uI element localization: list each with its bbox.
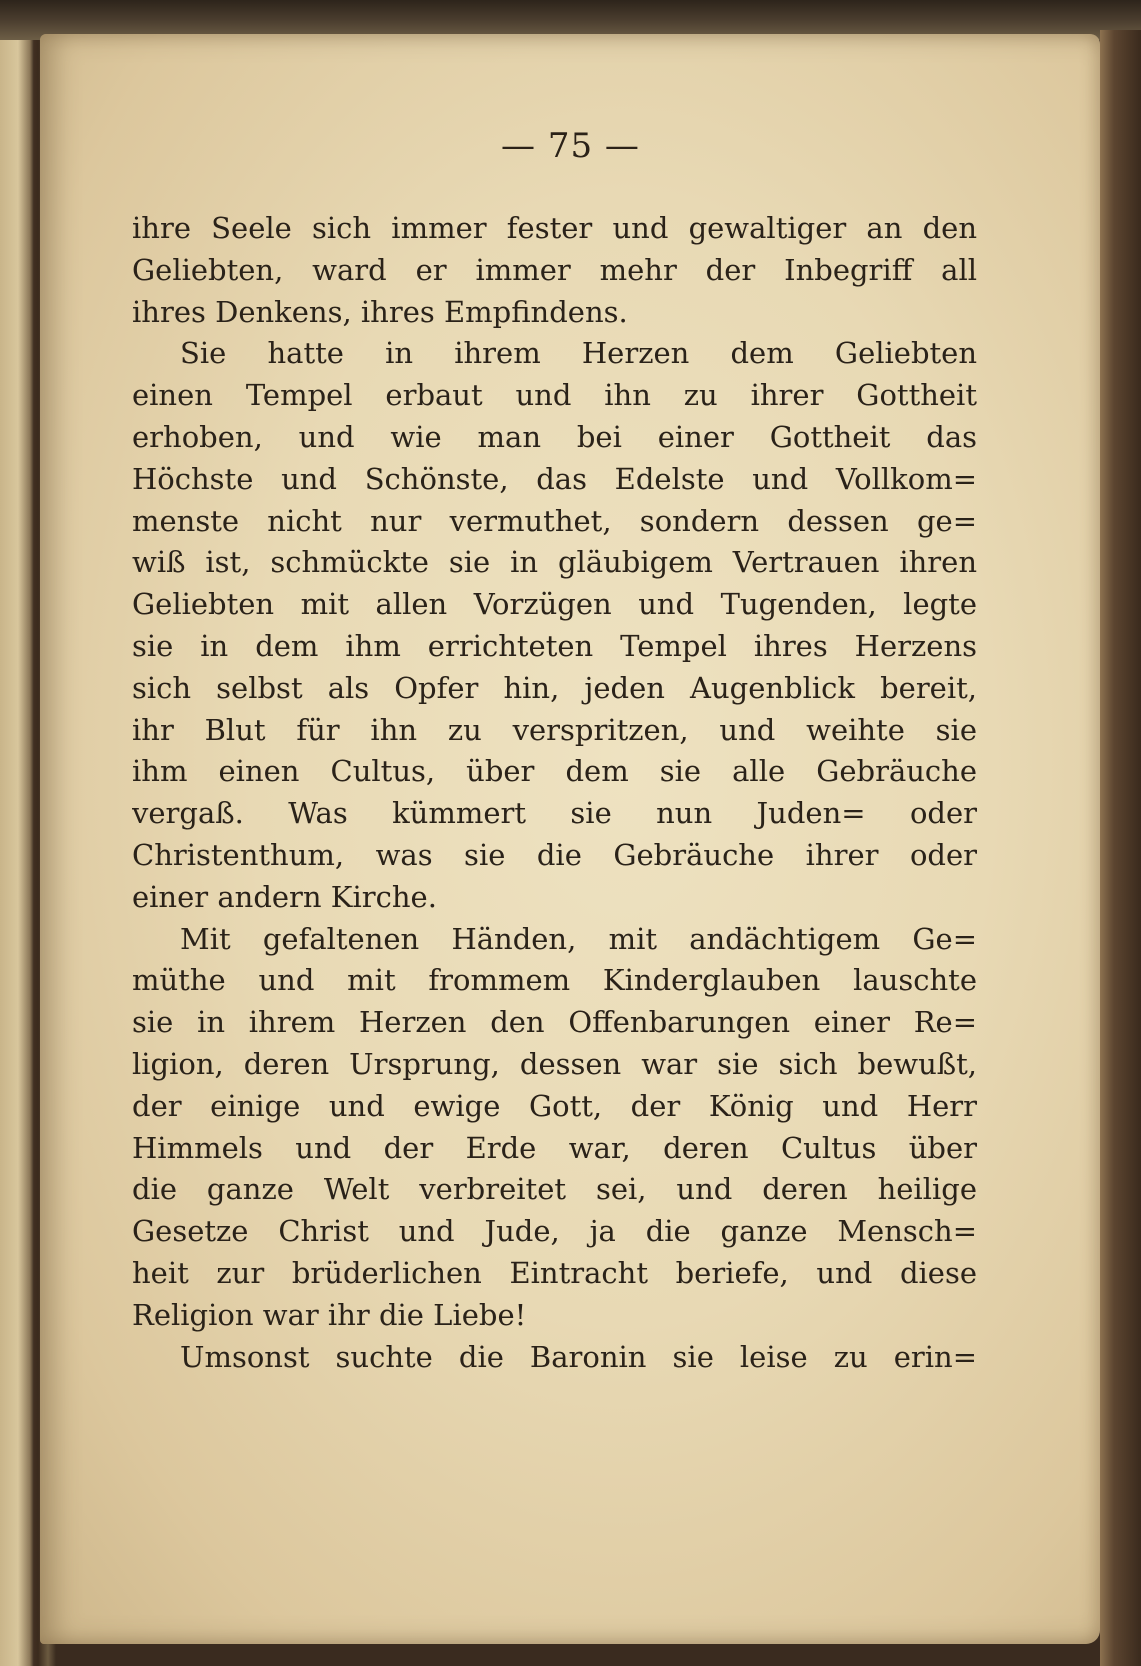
body-text — [132, 208, 977, 1378]
text-line: sie in dem ihm errichteten Tempel ihres Herzens — [132, 628, 977, 663]
text-line: heit zur brüderlichen Eintracht beriefe, und diese — [132, 1255, 977, 1290]
text-line: Christenthum, was sie die Gebräuche ihrer oder — [132, 837, 977, 872]
text-line: Geliebten, ward er immer mehr der Inbegriff all — [132, 252, 977, 287]
text-line: menste nicht nur vermuthet, sondern dessen ge= — [132, 503, 977, 538]
text-line: ihr Blut für ihn zu verspritzen, und weihte sie — [132, 712, 977, 747]
text-line: Sie hatte in ihrem Herzen dem Geliebten — [180, 336, 977, 371]
text-line: sie in ihrem Herzen den Offenbarungen einer Re= — [132, 1005, 977, 1040]
text-line: einer andern Kirche. — [132, 879, 437, 914]
text-line: ihm einen Cultus, über dem sie alle Gebräuche — [132, 754, 977, 789]
text-line: sich selbst als Opfer hin, jeden Augenblick bereit, — [132, 670, 977, 705]
text-line: einen Tempel erbaut und ihn zu ihrer Gottheit — [132, 378, 977, 413]
text-line: Himmels und der Erde war, deren Cultus über — [132, 1130, 977, 1165]
text-line: Religion war ihr die Liebe! — [132, 1297, 527, 1332]
page-number: — 75 — — [501, 126, 640, 166]
text-line: Höchste und Schönste, das Edelste und Vollkom= — [132, 461, 977, 496]
text-line: Umsonst suchte die Baronin sie leise zu erin= — [180, 1339, 977, 1374]
text-line: Geliebten mit allen Vorzügen und Tugenden, legte — [132, 587, 977, 622]
text-line: vergaß. Was kümmert sie nun Juden= oder — [132, 796, 977, 831]
text-line: Gesetze Christ und Jude, ja die ganze Mensch= — [132, 1214, 977, 1249]
text-line: wiß ist, schmückte sie in gläubigem Vertrauen ihren — [132, 545, 977, 580]
text-line: ihre Seele sich immer fester und gewaltiger an den — [132, 211, 977, 245]
text-line: müthe und mit frommem Kinderglauben lauschte — [132, 963, 977, 998]
text-line: ihres Denkens, ihres Empfindens. — [132, 294, 628, 329]
text-line: ligion, deren Ursprung, dessen war sie sich bewußt, — [132, 1046, 977, 1081]
facing-page-edge — [0, 40, 34, 1666]
book-right-edge — [1100, 30, 1141, 1666]
text-line: erhoben, und wie man bei einer Gottheit das — [132, 419, 977, 454]
text-line: der einige und ewige Gott, der König und Herr — [132, 1088, 977, 1123]
text-line: Mit gefaltenen Händen, mit andächtigem Ge= — [180, 921, 977, 956]
text-line: die ganze Welt verbreitet sei, und deren heilige — [132, 1172, 977, 1207]
